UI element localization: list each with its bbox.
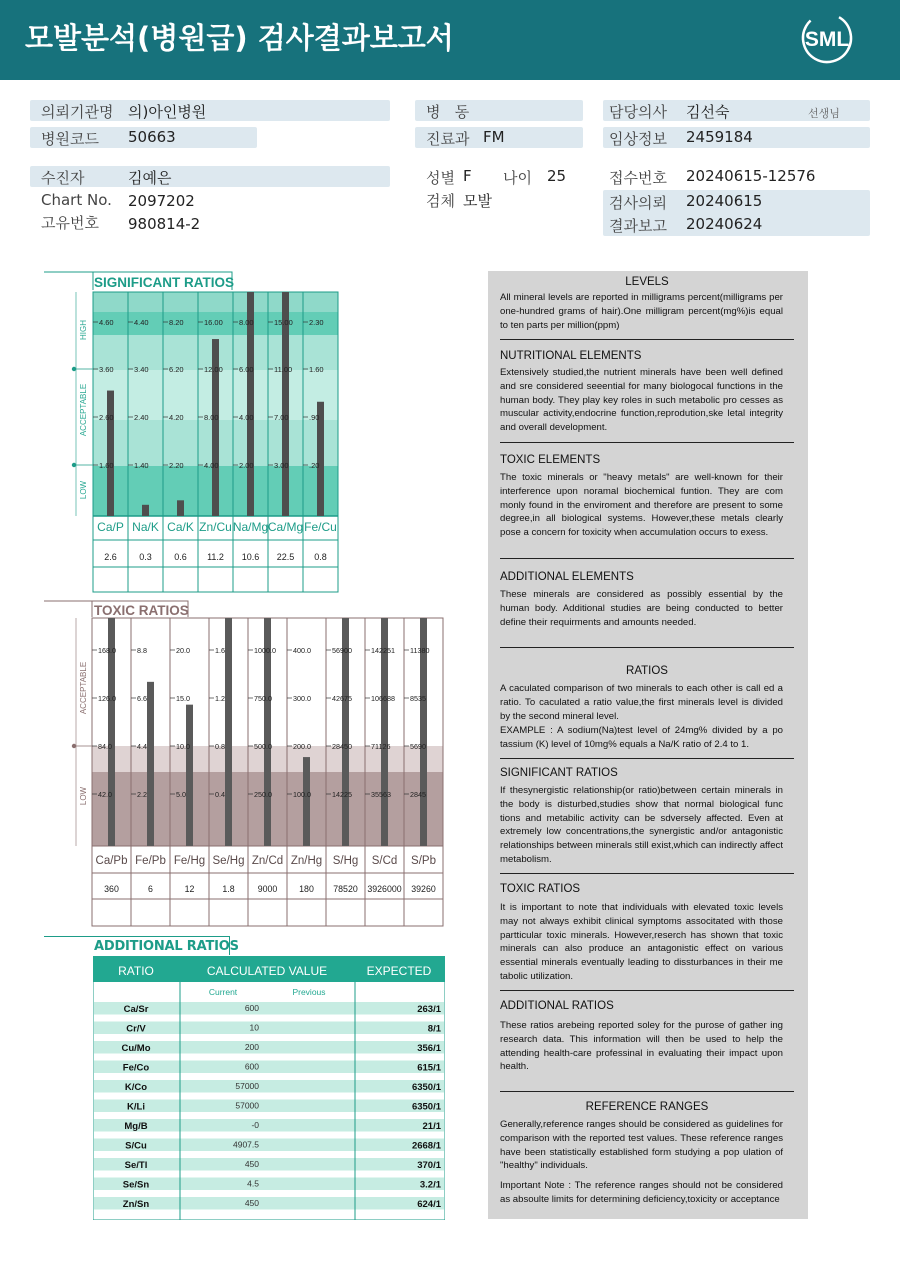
age-label: 나이 (503, 169, 532, 187)
current-value: 600 (244, 1061, 259, 1072)
tick-label: 8.20 (169, 318, 184, 327)
expected-value: 3.2/1 (419, 1179, 441, 1191)
tick-label: 42.0 (98, 790, 112, 799)
ratio-name: S/Cu (125, 1140, 147, 1152)
uid-label: 고유번호 (41, 214, 99, 232)
tick-label: 2.30 (309, 318, 324, 327)
ratio-name: Fe/Pb (135, 855, 166, 867)
tick-label: 106688 (371, 694, 395, 703)
additional-ratios-heading: ADDITIONAL RATIOS (500, 1000, 614, 1012)
tick-label: 11380 (410, 646, 430, 655)
ratio-name: S/Hg (332, 855, 359, 867)
current-value: 10 (249, 1022, 259, 1033)
receipt-value: 20240615-12576 (686, 167, 816, 185)
table-row (94, 1119, 444, 1132)
tick-label: 84.0 (98, 742, 112, 751)
tick-label: 0.8 (215, 742, 225, 751)
tick-label: 1.40 (134, 461, 149, 470)
levels-heading: LEVELS (625, 276, 669, 288)
table-row (94, 1178, 444, 1191)
table-row (94, 1158, 444, 1171)
ratio-name: Zn/Cu (199, 520, 232, 534)
ratio-name: Ca/Mg (267, 520, 304, 534)
expected-value: 624/1 (417, 1199, 441, 1210)
reference-ranges-heading: REFERENCE RANGES (585, 1101, 709, 1113)
current-value: 4907.5 (233, 1139, 259, 1150)
tick-label: .20 (309, 461, 320, 470)
tick-label: 15.0 (176, 694, 190, 703)
zone-acceptable-label: ACCEPTABLE (79, 383, 88, 437)
table-row (94, 1100, 444, 1113)
tick-label: 20.0 (176, 646, 190, 655)
sub-previous: Previous (292, 987, 326, 997)
clinical-label: 임상정보 (609, 130, 667, 148)
toxic-ratios-heading: TOXIC RATIOS (500, 883, 581, 895)
nutritional-text: Extensively studied,the nutrient minerals have been well defined and sre considered seeential for many biologocal functions in the human body. They play key roles in such metabolic pro cesses as muscular activity,endocrine function,reprodution,ske letal integrity and overall development. (500, 367, 783, 434)
ratio-value: 78520 (333, 884, 358, 894)
bar (303, 757, 310, 846)
report-label: 결과보고 (609, 217, 667, 235)
additional-ratios-title: ADDITIONAL RATIOS (94, 939, 239, 954)
dept-label: 진료과 (426, 130, 470, 148)
reference-info-panel (488, 271, 808, 1219)
tick-label: 4.60 (99, 318, 114, 327)
tick-label: 142251 (371, 646, 395, 655)
request-label: 검사의뢰 (609, 194, 667, 212)
ratio-name: Zn/Sn (122, 1199, 150, 1210)
current-value: 4.5 (247, 1178, 259, 1189)
ratio-value: 11.2 (207, 552, 224, 562)
tick-label: 168.0 (98, 646, 116, 655)
tick-label: 8.00 (204, 413, 219, 422)
tick-label: 5.0 (176, 790, 186, 799)
additional-ratios-text: These ratios arebeing reported soley for the purose of gather ing research data. This information will then be used to help the attending health-care professinal in evaluating their impact upon health. (500, 1020, 783, 1073)
current-value: 600 (244, 1003, 259, 1013)
ratio-value: 9000 (257, 884, 278, 894)
tick-label: 14225 (332, 790, 352, 799)
receipt-label: 접수번호 (609, 169, 667, 187)
tick-label: 126.0 (98, 694, 116, 703)
ratio-name: Se/Tl (124, 1160, 148, 1171)
significant-ratios-heading: SIGNIFICANT RATIOS (500, 767, 618, 779)
tick-label: 6.00 (239, 365, 254, 374)
reference-ranges-note: Important Note : The reference ranges should not be considered as absoulte limits for determining deficiency,toxicity or acceptance (500, 1180, 783, 1205)
ratio-name: Na/Mg (232, 520, 269, 534)
tick-label: 4.40 (134, 318, 149, 327)
zone-high-label: HIGH (79, 320, 88, 340)
patient-label: 수진자 (41, 169, 85, 187)
tick-label: 8.8 (137, 646, 147, 655)
nutritional-heading: NUTRITIONAL ELEMENTS (500, 350, 642, 362)
doctor-suffix: 선생님 (808, 107, 840, 120)
tick-label: 8535 (410, 694, 426, 703)
tick-label: 4.20 (169, 413, 184, 422)
tick-label: 3.40 (134, 365, 149, 374)
tick-label: 100.0 (293, 790, 311, 799)
tick-label: .90 (309, 413, 320, 422)
expected-value: 356/1 (417, 1043, 441, 1054)
table-row (94, 1041, 444, 1054)
col-ratio: RATIO (118, 964, 154, 978)
ratio-name: Ca/K (167, 520, 194, 534)
additional-ratios-table (93, 956, 445, 1220)
age-value: 25 (547, 167, 567, 185)
ratios-heading: RATIOS (626, 665, 668, 677)
sub-current: Current (208, 987, 238, 997)
expected-value: 2668/1 (411, 1140, 441, 1152)
tick-label: 1000.0 (254, 646, 276, 655)
page-title: 모발분석(병원급) 검사결과보고서 (25, 21, 454, 55)
expected-value: 21/1 (422, 1121, 441, 1132)
toxic-ratios-chart (40, 598, 450, 930)
tick-label: 500.0 (254, 742, 272, 751)
ratio-value: 360 (104, 884, 119, 894)
ratio-name: Na/K (132, 520, 159, 534)
col-calculated: CALCULATED VALUE (206, 964, 328, 978)
tick-label: 4.00 (204, 461, 219, 470)
ratio-name: Cr/V (126, 1023, 146, 1035)
ratio-name: Ca/Sr (123, 1004, 149, 1015)
tick-label: 1.60 (309, 365, 324, 374)
tick-label: 2.60 (99, 413, 114, 422)
ratio-value: 2.6 (104, 552, 117, 562)
sex-label: 성별 (426, 169, 455, 187)
ratio-value: 0.3 (139, 552, 152, 562)
toxic-elements-heading: TOXIC ELEMENTS (500, 454, 601, 466)
hospital-code-value: 50663 (128, 128, 176, 146)
ratio-name: Fe/Hg (173, 855, 206, 867)
toxic-ratios-title: TOXIC RATIOS (94, 603, 189, 618)
table-row (94, 1022, 444, 1035)
current-value: -0 (251, 1120, 259, 1130)
tick-label: 6.6 (137, 694, 147, 703)
current-value: 450 (244, 1198, 259, 1208)
tick-label: 200.0 (293, 742, 311, 751)
expected-value: 615/1 (417, 1062, 441, 1074)
tick-label: 15.00 (274, 318, 293, 327)
ratio-name: Mg/B (124, 1121, 148, 1132)
ratio-value: 3926000 (367, 884, 402, 894)
expected-value: 8/1 (427, 1023, 441, 1035)
ratio-name: K/Li (127, 1101, 145, 1113)
ratio-value: 22.5 (276, 552, 295, 562)
chart-no-value: 2097202 (128, 192, 195, 210)
tick-label: 35563 (371, 790, 391, 799)
table-row (94, 1197, 444, 1210)
bar (186, 705, 193, 846)
tick-label: 11.00 (274, 365, 293, 374)
additional-elements-heading: ADDITIONAL ELEMENTS (500, 571, 634, 583)
ratio-value: 6 (148, 884, 153, 894)
doctor-label: 담당의사 (609, 103, 667, 121)
specimen-value: 모발 (463, 192, 492, 210)
tick-label: 10.0 (176, 742, 190, 751)
report-value: 20240624 (686, 215, 763, 233)
levels-text: All mineral levels are reported in milligrams percent(milligrams per one-hundred grams of hair).One milligram percent(mg%)is equal to ten parts per million(ppm) (500, 292, 783, 331)
ratio-name: S/Pb (411, 855, 436, 867)
ratio-name: Ca/Pb (95, 855, 128, 867)
toxic-ratios-text: It is important to note that individuals with elevated toxic levels may not always exhibit clinical symptoms associtated with those partticular toxic minerals. However,reserch has shown that toxic minerals can also produce an antagonistic effect on various essential minerals eventually leading to dissturbances in their me tabolic utilization. (500, 902, 783, 982)
tick-label: 2.00 (239, 461, 254, 470)
significant-ratios-chart (40, 268, 350, 598)
table-row (94, 1139, 444, 1152)
tick-label: 0.4 (215, 790, 225, 799)
reference-ranges-text: Generally,reference ranges should be considered as guidelines for comparison with the reported test values. These reference ranges have been statistically established form studying a pop ulation of "healthy" individuals. (500, 1119, 783, 1172)
table-row (94, 1061, 444, 1074)
doctor-value: 김선숙 (686, 103, 730, 121)
zone-acceptable-label: ACCEPTABLE (79, 661, 88, 715)
ratio-name: Se/Sn (122, 1179, 150, 1191)
ratio-value: 180 (299, 884, 314, 894)
tick-label: 2.2 (137, 790, 147, 799)
tick-label: 4.00 (239, 413, 254, 422)
expected-value: 6350/1 (411, 1101, 441, 1113)
tick-label: 16.00 (204, 318, 223, 327)
logo-text: SML (804, 28, 850, 51)
ratio-name: Zn/Hg (290, 855, 323, 867)
ratio-name: Zn/Cd (251, 855, 284, 867)
expected-value: 370/1 (417, 1160, 441, 1171)
tick-label: 8.00 (239, 318, 254, 327)
expected-value: 6350/1 (411, 1082, 441, 1093)
zone-low-label: LOW (79, 786, 88, 806)
tick-label: 3.60 (99, 365, 114, 374)
significant-ratios-title: SIGNIFICANT RATIOS (94, 275, 234, 290)
tick-label: 71126 (371, 742, 391, 751)
tick-label: 1.60 (99, 461, 114, 470)
toxic-elements-text: The toxic minerals or "heavy metals" are well-known for their interference upon noramal biochemical funtion. They are com monly found in the enviroment and therefore are present to some degree,in all biological systems. However,these metals clearly pose a concern for toxicity when accumulation occurs to exess. (500, 472, 783, 539)
current-value: 200 (244, 1042, 259, 1052)
tick-label: 5690 (410, 742, 426, 751)
tick-label: 6.20 (169, 365, 184, 374)
tick-label: 4.4 (137, 742, 147, 751)
bar (142, 505, 149, 516)
tick-label: 12.00 (204, 365, 223, 374)
current-value: 57000 (235, 1100, 259, 1111)
tick-label: 28450 (332, 742, 352, 751)
zone-low-label: LOW (79, 480, 88, 500)
bar (225, 618, 232, 846)
ward-label: 병 동 (426, 103, 470, 121)
ratio-value: 0.6 (174, 552, 187, 562)
tick-label: 2.40 (134, 413, 149, 422)
ratio-name: Cu/Mo (121, 1043, 151, 1054)
hospital-code-label: 병원코드 (41, 130, 99, 148)
tick-label: 1.6 (215, 646, 225, 655)
bar (147, 682, 154, 846)
ratio-value: 0.8 (314, 552, 327, 562)
ratios-example: EXAMPLE : A sodium(Na)test level of 24mg% divided by a po tassium (K) level of 10mg% equals a Na/K ratio of 2.4 to 1. (500, 725, 783, 750)
institution-label: 의뢰기관명 (41, 103, 114, 121)
ratio-name: K/Co (124, 1082, 148, 1093)
ratio-value: 39260 (411, 884, 436, 894)
institution-value: 의)아인병원 (128, 103, 207, 121)
bar (107, 391, 114, 516)
dept-value: FM (483, 128, 505, 146)
current-value: 57000 (235, 1081, 259, 1091)
tick-label: 750.0 (254, 694, 272, 703)
tick-label: 2.20 (169, 461, 184, 470)
tick-label: 56900 (332, 646, 352, 655)
ratio-name: Ca/P (97, 520, 124, 534)
expected-value: 263/1 (417, 1004, 441, 1015)
ratio-name: Fe/Cu (304, 520, 337, 534)
sex-value: F (463, 167, 472, 185)
table-row (94, 1080, 444, 1093)
additional-elements-text: These minerals are considered as possibly essential by the human body. Additional studies are being conducted to better define their requirments and amounts needed. (500, 589, 783, 628)
sml-logo-icon (798, 10, 856, 66)
report-header (0, 0, 900, 80)
ratio-value: 1.8 (222, 884, 235, 894)
ratio-name: S/Cd (371, 855, 398, 867)
patient-name: 김예은 (128, 169, 172, 187)
tick-label: 42675 (332, 694, 352, 703)
ratio-name: Fe/Co (122, 1062, 150, 1074)
chart-no-label: Chart No. (41, 191, 112, 209)
ratio-name: Se/Hg (212, 855, 245, 867)
tick-label: 2845 (410, 790, 426, 799)
col-expected: EXPECTED (366, 964, 432, 978)
tick-label: 300.0 (293, 694, 311, 703)
current-value: 450 (244, 1159, 259, 1169)
tick-label: 1.2 (215, 694, 225, 703)
request-value: 20240615 (686, 192, 763, 210)
specimen-label: 검체 (426, 192, 455, 210)
tick-label: 7.00 (274, 413, 289, 422)
clinical-value: 2459184 (686, 128, 753, 146)
table-row (94, 1002, 444, 1015)
significant-ratios-text: If thesynergistic relationship(or ratio)between certain minerals in the body is disturbed,studies show that normal biological func tions and metabilic activity can be sdversely affected. Even at extremely low concentrations,the synergistic and/or antagonistic relationships between minerals still exist,which can indirectly affect metabolism. (500, 785, 783, 865)
bar (177, 500, 184, 516)
tick-label: 3.00 (274, 461, 289, 470)
tick-label: 400.0 (293, 646, 311, 655)
ratios-text: A caculated comparison of two minerals to each other is call ed a ratio. To caculated a ratio value,the first minerals level is divided by the second mineral level. (500, 683, 783, 722)
uid-value: 980814-2 (128, 215, 201, 233)
ratio-value: 10.6 (241, 552, 260, 562)
tick-label: 250.0 (254, 790, 272, 799)
ratio-value: 12 (184, 884, 195, 894)
